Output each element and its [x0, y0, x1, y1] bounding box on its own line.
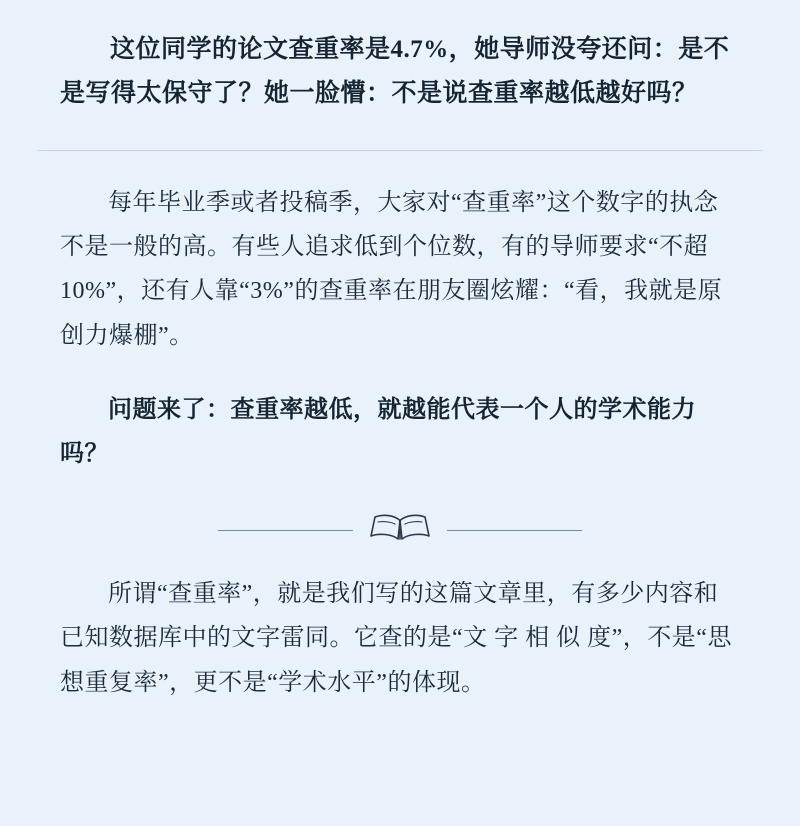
open-book-icon [369, 511, 431, 550]
ornament-line-left [218, 530, 353, 531]
ornament-divider [60, 511, 740, 550]
lead-paragraph: 这位同学的论文查重率是4.7%，她导师没夸还问：是不是写得太保守了？她一脸懵：不是说查重率越低越好吗？ [60, 36, 730, 107]
body-paragraph-2: 问题来了：查重率越低，就越能代表一个人的学术能力吗？ [60, 397, 696, 468]
body-block [38, 151, 762, 706]
body-paragraph-1: 每年毕业季或者投稿季，大家对“查重率”这个数字的执念不是一般的高。有些人追求低到个位数，有的导师要求“不超10%”，还有人靠“3%”的查重率在朋友圈炫耀：“看，我就是原创力爆棚”。 [60, 189, 723, 349]
lead-block [38, 0, 762, 134]
body-paragraph-3: 所谓“查重率”，就是我们写的这篇文章里，有多少内容和已知数据库中的文字雷同。它查的是“文 字 相 似 度”，不是“思想重复率”，更不是“学术水平”的体现。 [60, 580, 732, 696]
ornament-line-right [447, 530, 582, 531]
